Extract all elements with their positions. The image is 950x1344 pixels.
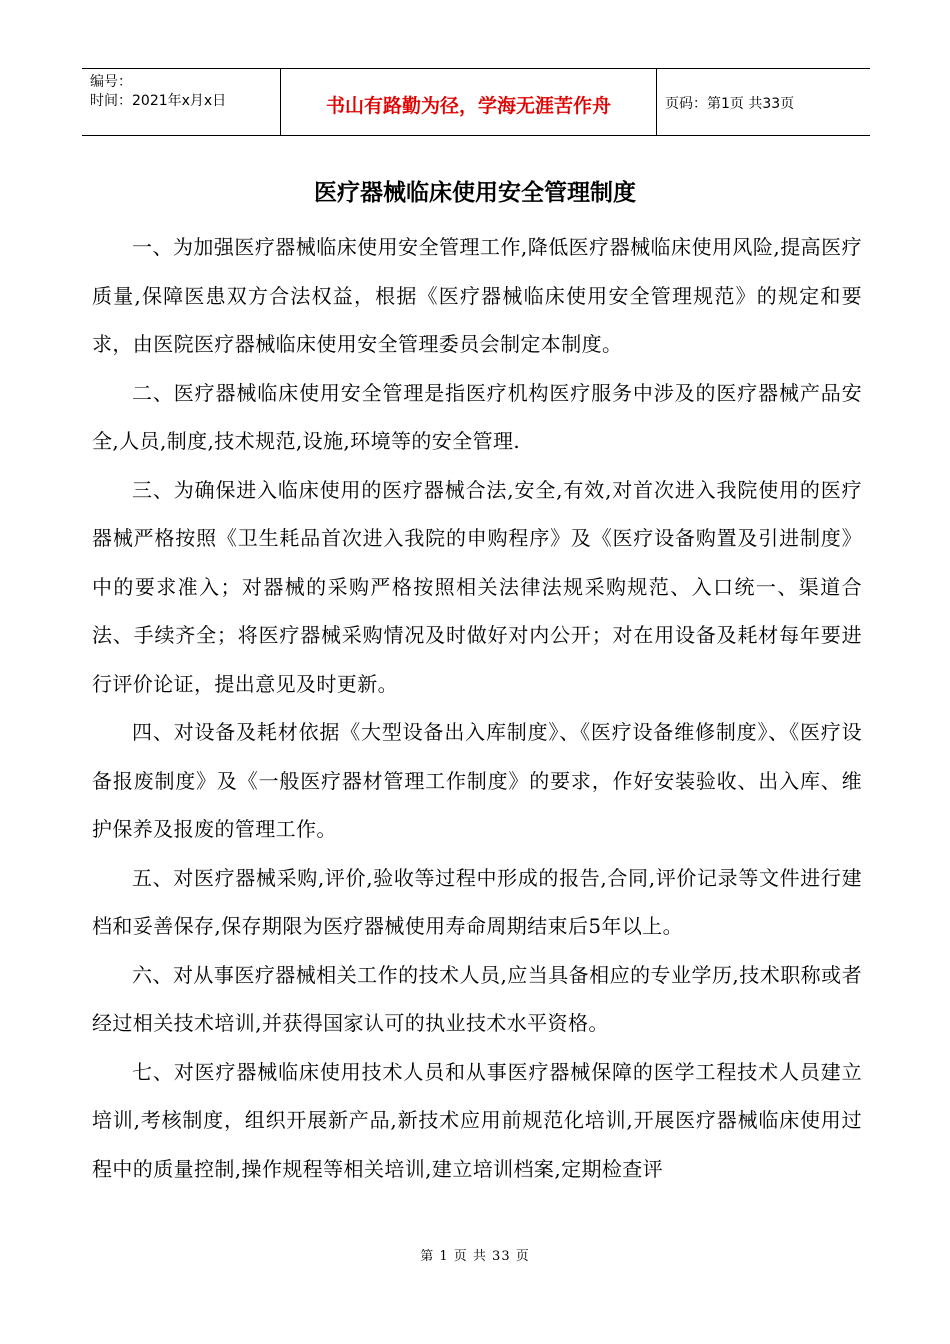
paragraph-7: 七、对医疗器械临床使用技术人员和从事医疗器械保障的医学工程技术人员建立培训,考核制度，组织开展新产品,新技术应用前规范化培训,开展医疗器械临床使用过程中的质量控制,操作规程等相关培训,建立培训档案,定期检查评: [92, 1059, 862, 1181]
header-page-cell: [657, 69, 870, 135]
header-motto-cell: [281, 69, 657, 135]
paragraph-6: 六、对从事医疗器械相关工作的技术人员,应当具备相应的专业学历,技术职称或者经过相关技术培训,并获得国家认可的执业技术水平资格。: [92, 962, 862, 1035]
page-header: [82, 68, 870, 136]
document-body: [92, 223, 862, 1193]
paragraph-4: 四、对设备及耗材依据《大型设备出入库制度》、《医疗设备维修制度》、《医疗设备报废制度》及《一般医疗器材管理工作制度》的要求，作好安装验收、出入库、维护保养及报废的管理工作。: [92, 720, 862, 841]
header-page-number: 页码：第1页 共33页: [665, 96, 795, 112]
header-meta-cell: [82, 69, 281, 135]
document-date-label: 时间：2021年x月x日: [90, 93, 227, 109]
paragraph-1: 一、为加强医疗器械临床使用安全管理工作,降低医疗器械临床使用风险,提高医疗质量,保障医患双方合法权益，根据《医疗器械临床使用安全管理规范》的规定和要求，由医院医疗器械临床使用安全管理委员会制定本制度。: [92, 235, 862, 356]
paragraph-5: 五、对医疗器械采购,评价,验收等过程中形成的报告,合同,评价记录等文件进行建档和妥善保存,保存期限为医疗器械使用寿命周期结束后5年以上。: [92, 865, 862, 938]
page-footer: 第 1 页 共 33 页: [420, 1249, 530, 1264]
header-motto: 书山有路勤为径，学海无涯苦作舟: [325, 94, 611, 117]
paragraph-3: 三、为确保进入临床使用的医疗器械合法,安全,有效,对首次进入我院使用的医疗器械严格按照《卫生耗品首次进入我院的申购程序》及《医疗设备购置及引进制度》中的要求准入；对器械的采购严格按照相关法律法规采购规范、入口统一、渠道合法、手续齐全；将医疗器械采购情况及时做好对内公开；对在用设备及耗材每年要进行评价论证，提出意见及时更新。: [92, 477, 862, 696]
paragraph-2: 二、医疗器械临床使用安全管理是指医疗机构医疗服务中涉及的医疗器械产品安全,人员,制度,技术规范,设施,环境等的安全管理.: [92, 380, 862, 453]
document-title: 医疗器械临床使用安全管理制度: [314, 180, 636, 206]
document-number-label: 编号：: [90, 74, 132, 90]
